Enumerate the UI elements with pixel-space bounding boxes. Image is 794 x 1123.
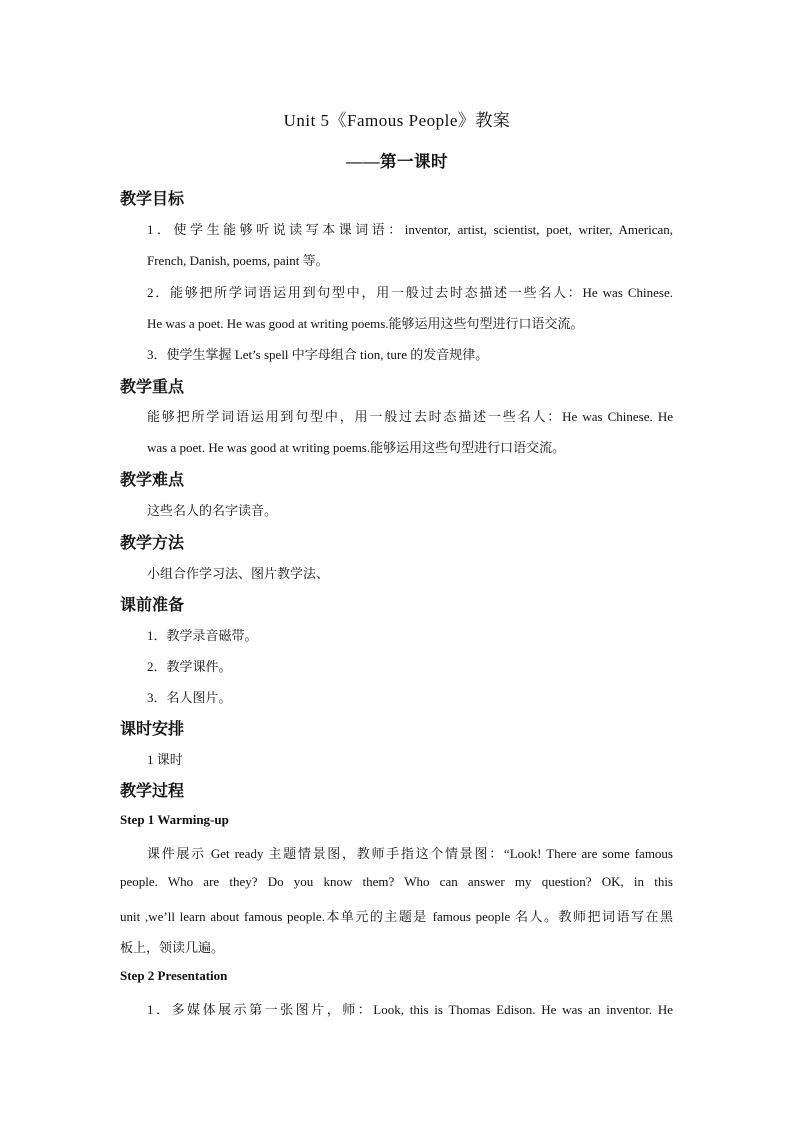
- section-heading-schedule: 课时安排: [120, 721, 185, 738]
- methods-line-1: 小组合作学习法、图片教学法、: [147, 566, 330, 581]
- step-1-line-4: 板上，领读几遍。: [120, 940, 225, 955]
- preparation-item-3: 3．名人图片。: [147, 690, 232, 705]
- section-heading-key-points: 教学重点: [120, 379, 185, 396]
- section-heading-difficulties: 教学难点: [120, 472, 185, 489]
- section-heading-methods: 教学方法: [120, 535, 185, 552]
- step-1-line-1: 课件展示 Get ready 主题情景图，教师手指这个情景图：“Look! There are some famous: [147, 846, 673, 861]
- preparation-item-1: 1．教学录音磁带。: [147, 628, 258, 643]
- difficulties-line-1: 这些名人的名字读音。: [147, 503, 278, 518]
- step-2-line-1: 1．多媒体展示第一张图片，师：Look, this is Thomas Edison. He was an inventor. He: [147, 1002, 673, 1017]
- step-2-title: Step 2 Presentation: [120, 968, 228, 983]
- goal-item-1-line-1: 1．使学生能够听说读写本课词语：inventor, artist, scientist, poet, writer, American,: [147, 222, 673, 237]
- section-heading-goals: 教学目标: [120, 191, 185, 208]
- goal-item-1-line-2: French, Danish, poems, paint 等。: [147, 253, 329, 268]
- preparation-item-2: 2．教学课件。: [147, 659, 232, 674]
- step-1-title: Step 1 Warming-up: [120, 812, 229, 827]
- step-1-line-2: people. Who are they? Do you know them? Who can answer my question? OK, in this: [120, 874, 673, 889]
- goal-item-3: 3．使学生掌握 Let’s spell 中字母组合 tion, ture 的发音规律。: [147, 347, 489, 362]
- document-title: Unit 5《Famous People》教案: [283, 111, 511, 130]
- section-heading-preparation: 课前准备: [120, 597, 185, 614]
- section-heading-process: 教学过程: [120, 783, 185, 800]
- document-subtitle: ——第一课时: [346, 152, 448, 171]
- key-points-line-2: was a poet. He was good at writing poems.能够运用这些句型进行口语交流。: [147, 440, 566, 455]
- schedule-line-1: 1 课时: [147, 752, 183, 767]
- step-1-line-3: unit ,we’ll learn about famous people.本单元的主题是 famous people 名人。教师把词语写在黑: [120, 909, 673, 924]
- key-points-line-1: 能够把所学词语运用到句型中，用一般过去时态描述一些名人：He was Chinese. He: [147, 409, 673, 424]
- goal-item-2-line-2: He was a poet. He was good at writing poems.能够运用这些句型进行口语交流。: [147, 316, 584, 331]
- goal-item-2-line-1: 2．能够把所学词语运用到句型中，用一般过去时态描述一些名人：He was Chinese.: [147, 285, 673, 300]
